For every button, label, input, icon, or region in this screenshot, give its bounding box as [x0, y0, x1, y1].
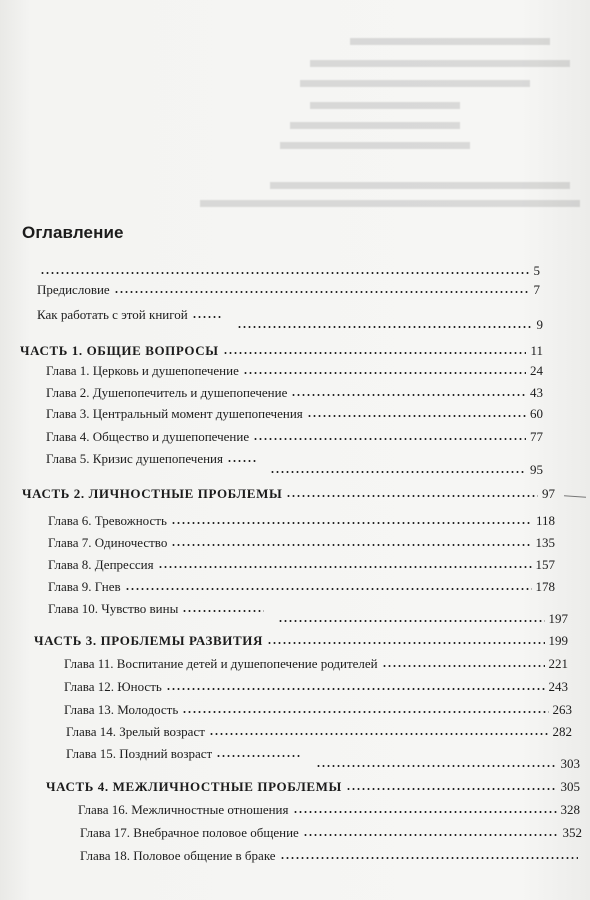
leader-dots	[346, 787, 557, 791]
leader-dots	[253, 437, 526, 441]
toc-entry-page: 282	[552, 724, 572, 739]
toc-entry-label: Глава 2. Душепопечитель и душепопечение	[46, 385, 288, 400]
toc-entry-label: Глава 17. Внебрачное половое общение	[80, 825, 299, 840]
leader-dots	[114, 290, 530, 294]
toc-entry-page: 9	[536, 317, 543, 332]
toc-entry-label: Глава 14. Зрелый возраст	[66, 724, 205, 739]
leader-dots	[171, 543, 531, 547]
toc-entry	[64, 674, 568, 694]
toc-entry-page: 199	[548, 633, 568, 648]
toc-entry-page: 95	[530, 462, 543, 477]
toc-entry	[48, 508, 555, 528]
toc-entry	[46, 358, 543, 378]
toc-entry	[66, 719, 572, 739]
toc-entry-page: 243	[548, 679, 568, 694]
toc-entry-page: 5	[533, 263, 540, 278]
toc-entry-page: 43	[530, 385, 543, 400]
toc-entry-label: Как работать с этой книгой	[37, 307, 188, 322]
leader-dots	[278, 619, 545, 623]
toc-entry	[46, 380, 543, 400]
toc-entry-page: 24	[530, 363, 543, 378]
toc-entry-page: 178	[535, 579, 555, 594]
leader-dots	[291, 393, 526, 397]
toc-entry-continuation	[46, 457, 543, 477]
toc-entry	[48, 552, 555, 572]
leader-dots	[382, 664, 545, 668]
toc-part-entry	[22, 481, 555, 501]
leader-dots	[158, 565, 532, 569]
toc-entry	[48, 574, 555, 594]
leader-dots	[223, 351, 527, 355]
toc-entry-page: 328	[560, 802, 580, 817]
toc-entry-continuation	[66, 751, 580, 771]
toc-entry-page: 263	[552, 702, 572, 717]
toc-entry-page: 11	[530, 343, 543, 358]
toc-entry-label: Глава 11. Воспитание детей и душепопечение родителей	[64, 656, 378, 671]
leader-dots	[293, 810, 557, 814]
toc-entry-label: Предисловие	[37, 282, 110, 297]
toc-entry-page: 60	[530, 406, 543, 421]
toc-entry-page: 197	[548, 611, 568, 626]
toc-entry-label: Глава 5. Кризис душепопечения	[46, 451, 223, 466]
leader-dots	[243, 371, 526, 375]
toc-entry-label: Глава 1. Церковь и душепопечение	[46, 363, 239, 378]
toc-entry-label: Глава 10. Чувство вины	[48, 601, 179, 616]
leader-dots	[166, 687, 545, 691]
leader-dots	[182, 710, 548, 714]
toc-entry-label: Глава 13. Молодость	[64, 702, 179, 717]
toc-entry-label: Глава 3. Центральный момент душепопечения	[46, 406, 303, 421]
toc-entry-page: 221	[548, 656, 568, 671]
toc-entry-continuation	[37, 312, 543, 332]
toc-entry-label: ЧАСТЬ 3. ПРОБЛЕМЫ РАЗВИТИЯ	[34, 633, 263, 648]
leader-dots	[125, 587, 532, 591]
toc-entry	[37, 277, 540, 297]
toc-entry	[64, 651, 568, 671]
toc-entry	[46, 424, 543, 444]
leader-dots	[286, 494, 538, 498]
toc-entry	[80, 843, 582, 863]
toc-entry	[78, 797, 580, 817]
toc-part-entry	[34, 628, 568, 648]
leader-dots	[316, 764, 557, 768]
toc-entry-page: 118	[535, 513, 555, 528]
toc-entry-label: ЧАСТЬ 2. ЛИЧНОСТНЫЕ ПРОБЛЕМЫ	[22, 486, 283, 501]
toc-entry	[40, 258, 540, 278]
toc-entry	[64, 697, 572, 717]
show-through-text	[0, 0, 590, 220]
leader-dots	[171, 521, 532, 525]
leader-dots	[303, 833, 559, 837]
toc-entry	[48, 530, 555, 550]
toc-entry	[80, 820, 582, 840]
toc-part-entry	[20, 338, 543, 358]
leader-dots	[270, 470, 526, 474]
toc-entry-continuation	[48, 606, 568, 626]
toc-entry-label: ЧАСТЬ 1. ОБЩИЕ ВОПРОСЫ	[20, 343, 219, 358]
toc-part-entry	[46, 774, 580, 794]
toc-entry-page: 97	[542, 486, 555, 501]
toc-entry-label: Глава 8. Депрессия	[48, 557, 154, 572]
toc-entry-page: 7	[533, 282, 540, 297]
leader-dots	[237, 325, 533, 329]
toc-heading: Оглавление	[22, 223, 124, 242]
toc-entry-label: Глава 16. Межличностные отношения	[78, 802, 289, 817]
leader-dots	[40, 271, 530, 275]
toc-entry-label: Глава 12. Юность	[64, 679, 162, 694]
toc-entry-label: Глава 7. Одиночество	[48, 535, 168, 550]
toc-entry-page: 157	[535, 557, 555, 572]
leader-dots	[267, 641, 545, 645]
toc-entry-page: 305	[560, 779, 580, 794]
toc-entry	[46, 401, 543, 421]
toc-entry-label: Глава 18. Половое общение в браке	[80, 848, 276, 863]
leader-dots	[307, 414, 526, 418]
toc-entry-label: Глава 9. Гнев	[48, 579, 121, 594]
pencil-mark	[564, 495, 586, 498]
toc-entry-page: 303	[560, 756, 580, 771]
toc-entry-page: 135	[535, 535, 555, 550]
toc-entry-label: Глава 15. Поздний возраст	[66, 746, 213, 761]
toc-entry-page: 352	[562, 825, 582, 840]
leader-dots	[209, 732, 549, 736]
toc-entry-label: ЧАСТЬ 4. МЕЖЛИЧНОСТНЫЕ ПРОБЛЕМЫ	[46, 779, 342, 794]
toc-entry-label: Глава 6. Тревожность	[48, 513, 167, 528]
toc-entry-page: 77	[530, 429, 543, 444]
leader-dots	[280, 856, 578, 860]
toc-entry-label: Глава 4. Общество и душепопечение	[46, 429, 250, 444]
